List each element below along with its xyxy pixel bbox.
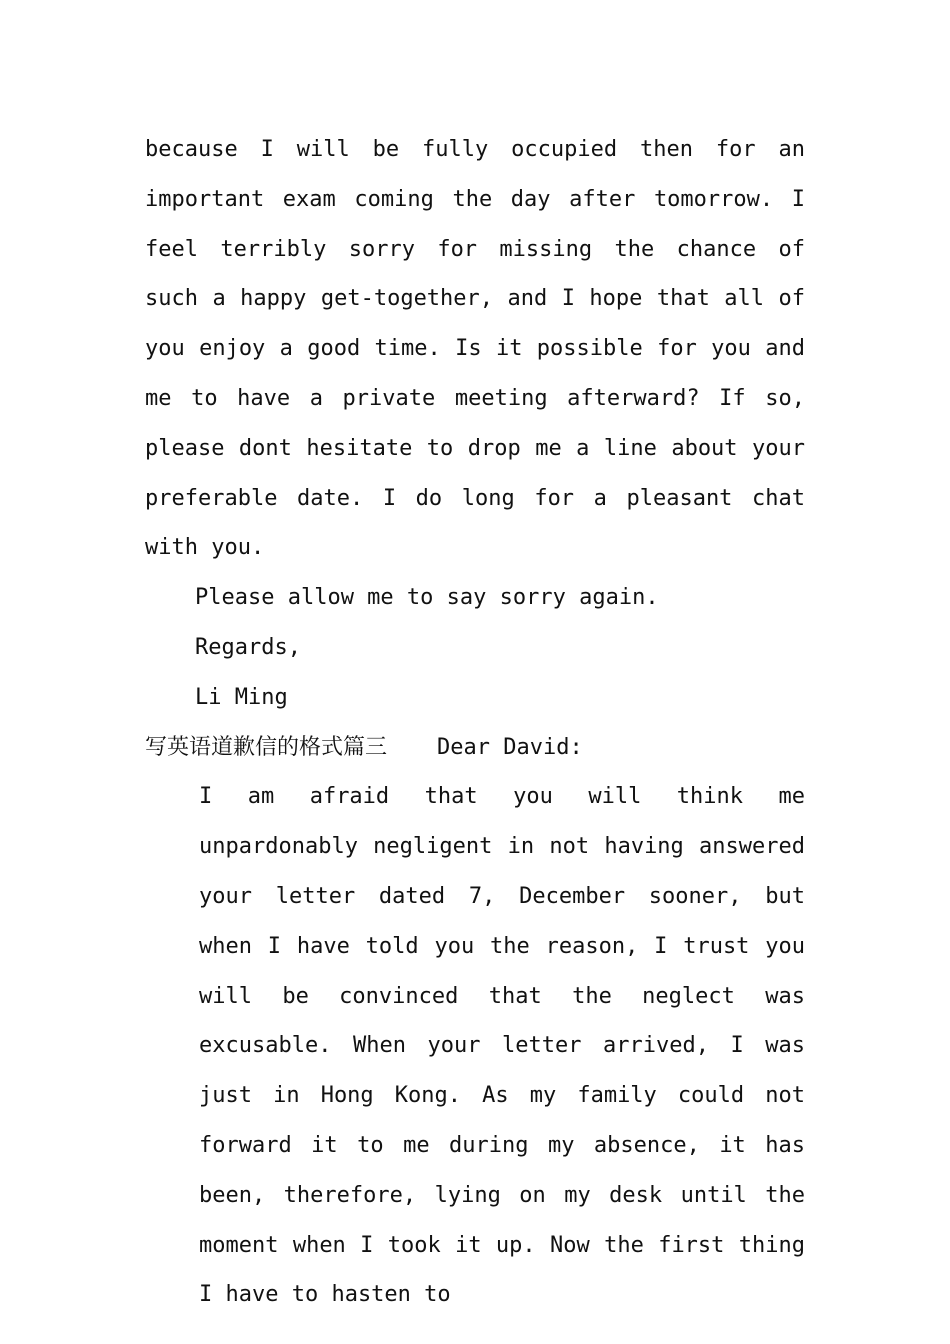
signature-line: Li Ming <box>195 684 288 710</box>
document-body <box>145 125 805 1320</box>
section-heading-line <box>145 723 805 773</box>
apology-line: Please allow me to say sorry again. <box>195 585 659 611</box>
closing-line: Regards, <box>195 634 301 660</box>
section-title: 写英语道歉信的格式篇三 <box>145 734 388 760</box>
salutation: Dear David: <box>437 734 583 760</box>
letter-three-paragraph: I am afraid that you will think me unpardonably negligent in not having answered your letter dated 7, December sooner, but when I have told you the reason, I trust you will be convinced that the neglect was excusable. When your letter arrived, I was just in Hong Kong. As my family could not forward it to me during my absence, it has been, therefore, lying on my desk until the moment when I took it up. Now the first thing I have to hasten to <box>199 784 805 1308</box>
letter-two-paragraph: because I will be fully occupied then for an important exam coming the day after tomorrow. I feel terribly sorry for missing the chance of such a happy get-together, and I hope that all of you enjoy a good time. Is it possible for you and me to have a private meeting afterward? If so, please dont hesitate to drop me a line about your preferable date. I do long for a pleasant chat with you. <box>145 137 805 561</box>
